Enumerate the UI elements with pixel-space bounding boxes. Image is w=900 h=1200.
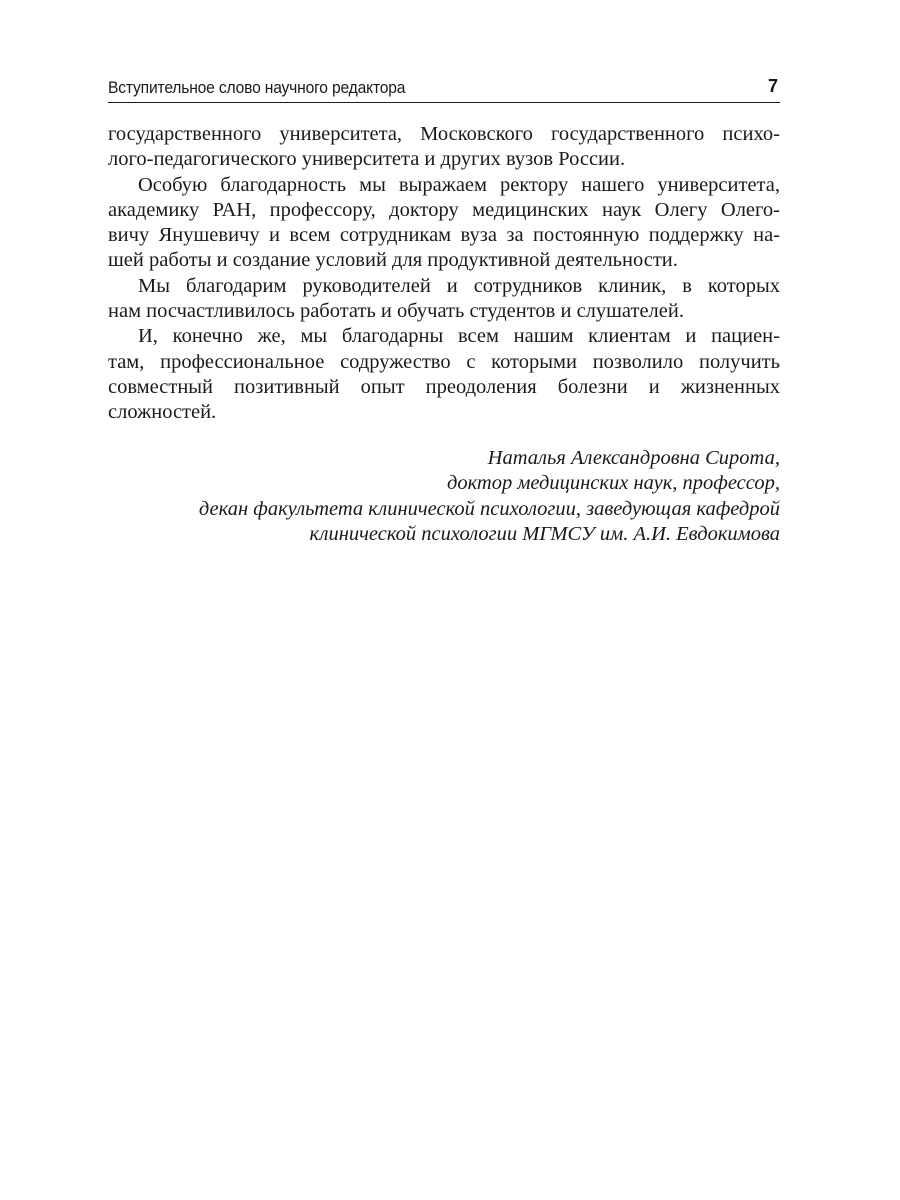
body-line: совместный позитивный опыт преодоления болезни и жизненных — [108, 375, 780, 398]
body-line: вичу Янушевичу и всем сотрудникам вуза за постоянную поддержку на- — [108, 224, 780, 247]
body-line: сложностей. — [108, 401, 217, 424]
running-head — [108, 76, 780, 103]
body-line: И, конечно же, мы благодарны всем нашим клиентам и пациен- — [138, 325, 780, 348]
body-line: шей работы и создание условий для продуктивной деятельности. — [108, 249, 678, 272]
body-line: там, профессиональное содружество с которыми позволило получить — [108, 350, 780, 373]
body-line: Особую благодарность мы выражаем ректору нашего университета, — [138, 173, 780, 196]
body-line: нам посчастливилось работать и обучать студентов и слушателей. — [108, 300, 684, 323]
running-title: Вступительное слово научного редактора — [108, 78, 406, 97]
body-line: государственного университета, Московского государственного психо- — [108, 123, 780, 145]
signature-name: Наталья Александровна Сирота, — [487, 447, 780, 469]
signature-position: декан факультета клинической психологии, заведующая кафедрой — [198, 497, 780, 520]
page-number: 7 — [767, 76, 778, 96]
body-line: академику РАН, профессору, доктору медицинских наук Олегу Олего- — [108, 198, 780, 221]
body-line: лого-педагогического университета и других вузов России. — [108, 148, 626, 171]
body-text — [108, 122, 780, 426]
signature-block — [108, 446, 780, 547]
body-line: Мы благодарим руководителей и сотрудников клиник, в которых — [138, 274, 780, 297]
signature-degree: доктор медицинских наук, профессор, — [446, 472, 780, 495]
signature-affiliation: клинической психологии МГМСУ им. А.И. Евдокимова — [309, 522, 780, 545]
